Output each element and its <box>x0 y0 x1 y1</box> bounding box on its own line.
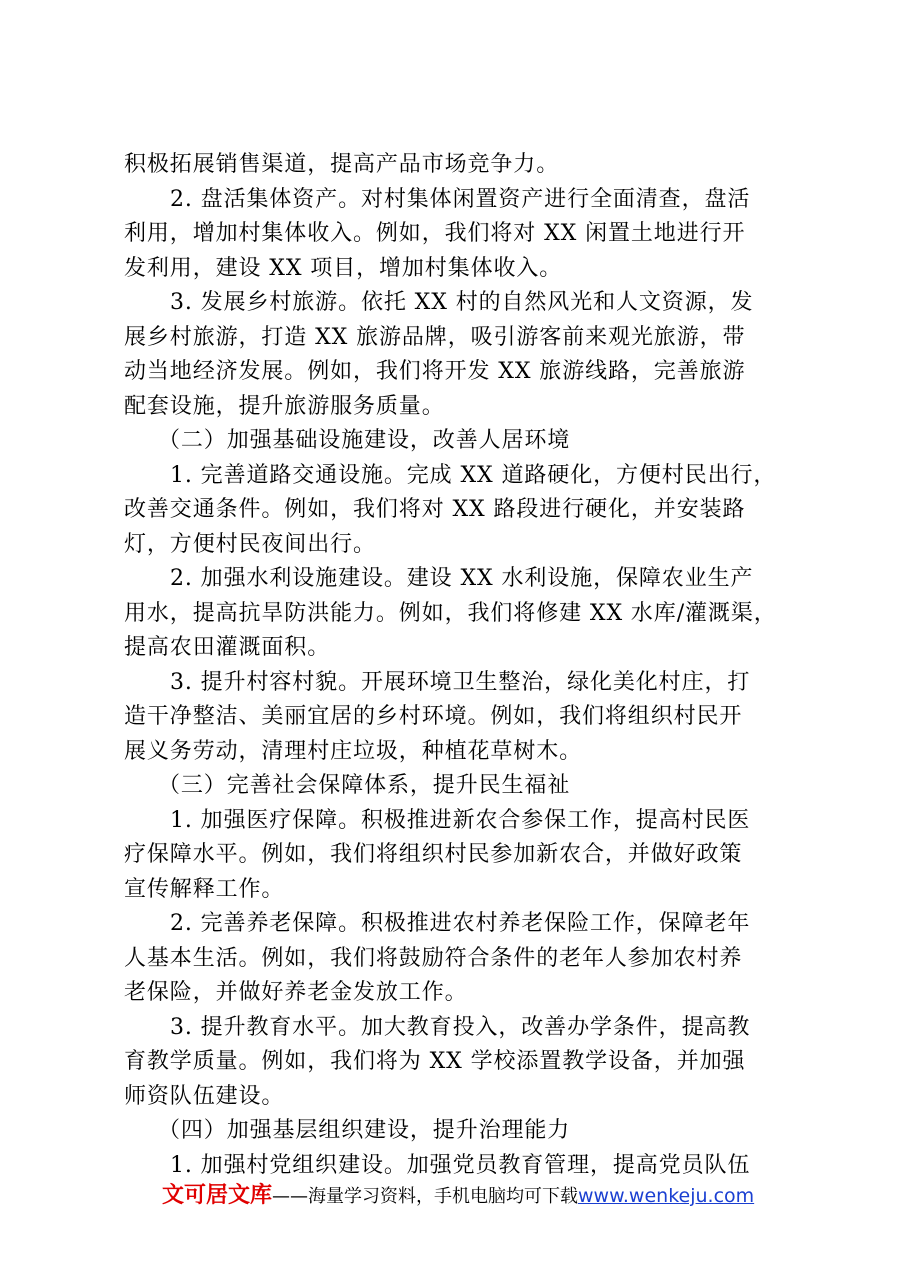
text-line: 2. 盘活集体资产。对村集体闲置资产进行全面清查，盘活 <box>170 186 751 212</box>
text-line: 疗保障水平。例如，我们将组织村民参加新农合，并做好政策 <box>124 842 743 867</box>
footer-banner <box>162 1182 754 1211</box>
text-line: 1. 完善道路交通设施。完成 XX 道路硬化，方便村民出行， <box>170 462 777 488</box>
text-line: 3. 发展乡村旅游。依托 XX 村的自然风光和人文资源，发 <box>170 290 754 315</box>
text-line: 展乡村旅游，打造 XX 旅游品牌，吸引游客前来观光旅游，带 <box>124 324 746 350</box>
text-line: 动当地经济发展。例如，我们将开发 XX 旅游线路，完善旅游 <box>124 359 746 384</box>
text-line: 利用，增加村集体收入。例如，我们将对 XX 闲置土地进行开 <box>124 221 746 246</box>
text-line: 积极拓展销售渠道，提高产品市场竞争力。 <box>124 152 560 177</box>
text-line: 用水，提高抗旱防洪能力。例如，我们将修建 XX 水库/灌溉渠， <box>124 600 777 626</box>
text-line: 师资队伍建设。 <box>124 1083 285 1109</box>
section-heading: （三）完善社会保障体系，提升民生福祉 <box>158 773 571 798</box>
text-line: 育教学质量。例如，我们将为 XX 学校添置教学设备，并加强 <box>124 1049 746 1074</box>
text-line: 造干净整洁、美丽宜居的乡村环境。例如，我们将组织村民开 <box>124 704 743 729</box>
text-line: 2. 完善养老保障。积极推进农村养老保险工作，保障老年 <box>170 911 751 936</box>
text-line: 宣传解释工作。 <box>124 876 285 902</box>
text-line: 灯，方便村民夜间出行。 <box>124 531 376 557</box>
text-line: 1. 加强医疗保障。积极推进新农合参保工作，提高村民医 <box>170 807 751 833</box>
text-line: 发利用，建设 XX 项目，增加村集体收入。 <box>124 255 563 281</box>
text-line: 3. 提升村容村貌。开展环境卫生整治，绿化美化村庄，打 <box>170 669 751 695</box>
text-line: 展义务劳动，清理村庄垃圾，种植花草树木。 <box>124 738 583 764</box>
website-link[interactable]: www.wenkeju.com <box>578 1185 755 1207</box>
text-line: 配套设施，提升旅游服务质量。 <box>124 393 445 419</box>
document-body <box>124 148 806 1183</box>
text-line: 3. 提升教育水平。加大教育投入，改善办学条件，提高教 <box>170 1014 751 1040</box>
text-line: 2. 加强水利设施建设。建设 XX 水利设施，保障农业生产 <box>170 566 754 591</box>
text-line: 1. 加强村党组织建设。加强党员教育管理，提高党员队伍 <box>170 1152 751 1178</box>
text-line: 人基本生活。例如，我们将鼓励符合条件的老年人参加农村养 <box>124 945 743 971</box>
text-line: 改善交通条件。例如，我们将对 XX 路段进行硬化，并安装路 <box>124 497 746 522</box>
footer-tagline: ——海量学习资料，手机电脑均可下载 <box>272 1186 579 1207</box>
text-line: 提高农田灌溉面积。 <box>124 635 331 660</box>
text-line: 老保险，并做好养老金发放工作。 <box>124 980 468 1005</box>
section-heading: （二）加强基础设施建设，改善人居环境 <box>158 428 571 453</box>
brand-logo-text: 文可居文库 <box>162 1183 273 1208</box>
section-heading: （四）加强基层组织建设，提升治理能力 <box>158 1118 571 1143</box>
